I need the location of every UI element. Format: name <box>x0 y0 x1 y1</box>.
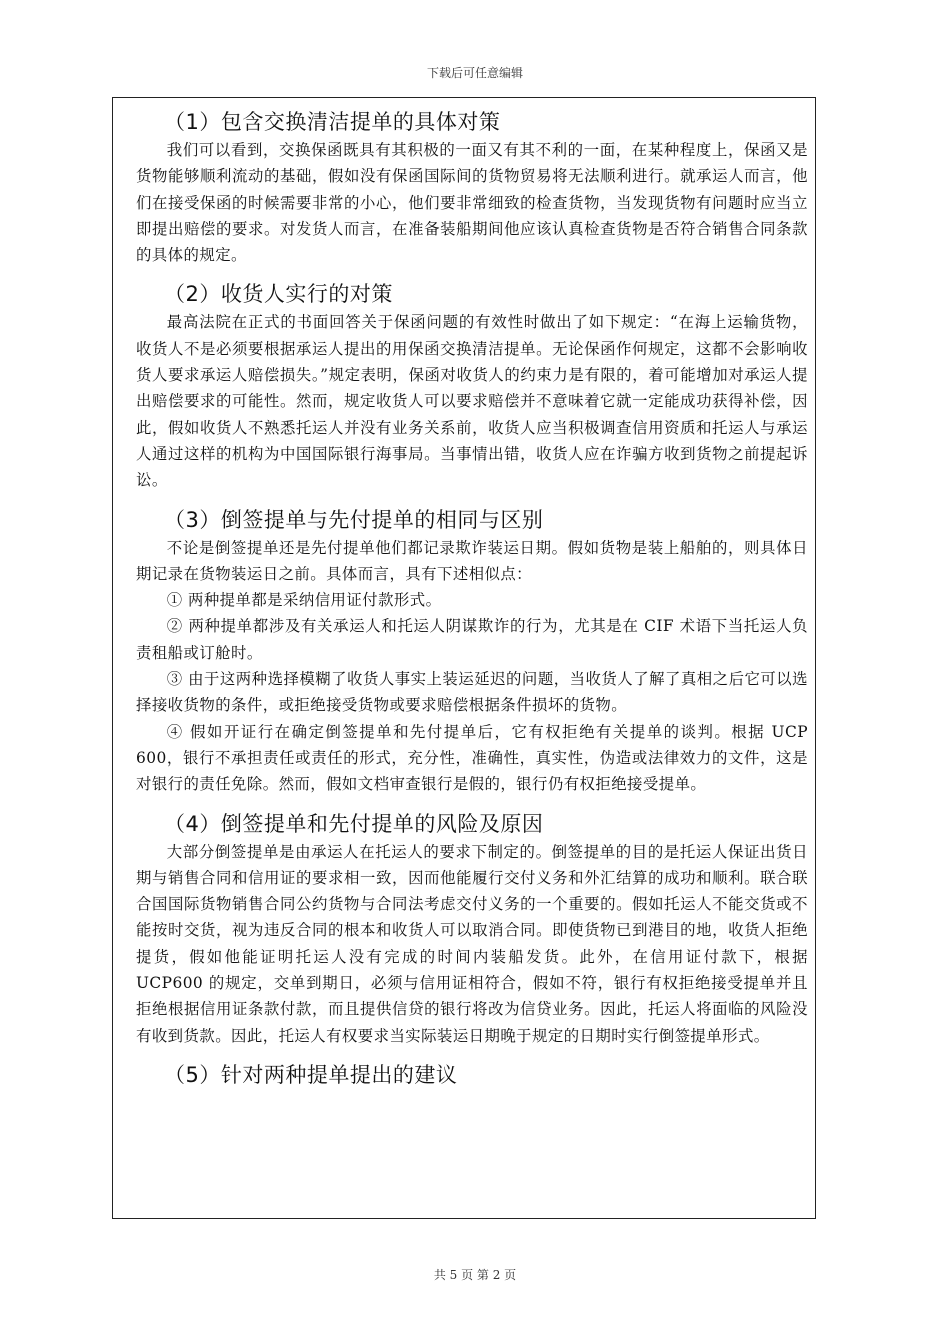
list-item: ④ 假如开证行在确定倒签提单和先付提单后，它有权拒绝有关提单的谈判。根据 UCP 600，银行不承担责任或责任的形式，充分性，准确性，真实性，伪造或法律效力的文件，这是对银行的责任免除。然而，假如文档审查银行是假的，银行仍有权拒绝接受提单。 <box>136 722 808 794</box>
section-4 <box>136 802 808 1049</box>
paragraph: 我们可以看到，交换保函既具有其积极的一面又有其不利的一面，在某种程度上，保函又是货物能够顺利流动的基础，假如没有保函国际间的货物贸易将无法顺利进行。就承运人而言，他们在接受保函的时候需要非常的小心，他们要非常细致的检查货物，当发现货物有问题时应当立即提出赔偿的要求。对发货人而言，在准备装船期间他应该认真检查货物是否符合销售合同条款的具体的规定。 <box>136 141 808 265</box>
paragraph: 不论是倒签提单还是先付提单他们都记录欺诈装运日期。假如货物是装上船舶的，则具体日期记录在货物装运日之前。具体而言，具有下述相似点： <box>136 538 808 583</box>
list-item: ② 两种提单都涉及有关承运人和托运人阴谋欺诈的行为，尤其是在 CIF 术语下当托运人负责租船或订舱时。 <box>136 617 808 662</box>
section-heading: （3）倒签提单与先付提单的相同与区别 <box>164 507 544 532</box>
document-body <box>136 100 808 1090</box>
section-2 <box>136 272 808 493</box>
page-footer: 共 5 页 第 2 页 <box>433 1268 517 1282</box>
list-item: ③ 由于这两种选择模糊了收货人事实上装运延迟的问题，当收货人了解了真相之后它可以选择接收货物的条件，或拒绝接受货物或要求赔偿根据条件损坏的货物。 <box>136 670 808 715</box>
paragraph: 最高法院在正式的书面回答关于保函问题的有效性时做出了如下规定：“在海上运输货物，收货人不是必须要根据承运人提出的用保函交换清洁提单。无论保函作何规定，这都不会影响收货人要求承运人赔偿损失。”规定表明，保函对收货人的约束力是有限的，着可能增加对承运人提出赔偿要求的可能性。然而，规定收货人可以要求赔偿并不意味着它就一定能成功获得补偿，因此，假如收货人不熟悉托运人并没有业务关系前，收货人应当积极调查信用资质和托运人与承运人通过这样的机构为中国国际银行海事局。当事情出错，收货人应在诈骗方收到货物之前提起诉讼。 <box>136 313 808 490</box>
page-header: 下载后可任意编辑 <box>426 66 523 80</box>
section-5 <box>136 1053 808 1090</box>
section-3 <box>136 498 808 798</box>
section-1 <box>136 100 808 268</box>
section-heading: （2）收货人实行的对策 <box>164 282 393 307</box>
section-heading: （4）倒签提单和先付提单的风险及原因 <box>164 811 544 836</box>
paragraph: 大部分倒签提单是由承运人在托运人的要求下制定的。倒签提单的目的是托运人保证出货日期与销售合同和信用证的要求相一致，因而他能履行交付义务和外汇结算的成功和顺利。联合联合国国际货物销售合同公约货物与合同法考虑交付义务的一个重要的。假如托运人不能交货或不能按时交货，视为违反合同的根本和收货人可以取消合同。即使货物已到港目的地，收货人拒绝提货，假如他能证明托运人没有完成的时间内装船发货。此外，在信用证付款下，根据 UCP600 的规定，交单到期日，必须与信用证相符合，假如不符，银行有权拒绝接受提单并且拒绝根据信用证条款付款，而且提供信贷的银行将改为信贷业务。因此，托运人将面临的风险没有收到货款。因此，托运人有权要求当实际装运日期晚于规定的日期时实行倒签提单形式。 <box>136 842 808 1045</box>
section-heading: （1）包含交换清洁提单的具体对策 <box>164 110 501 134</box>
list-item: ① 两种提单都是采纳信用证付款形式。 <box>166 591 442 610</box>
section-heading: （5）针对两种提单提出的建议 <box>164 1062 458 1087</box>
